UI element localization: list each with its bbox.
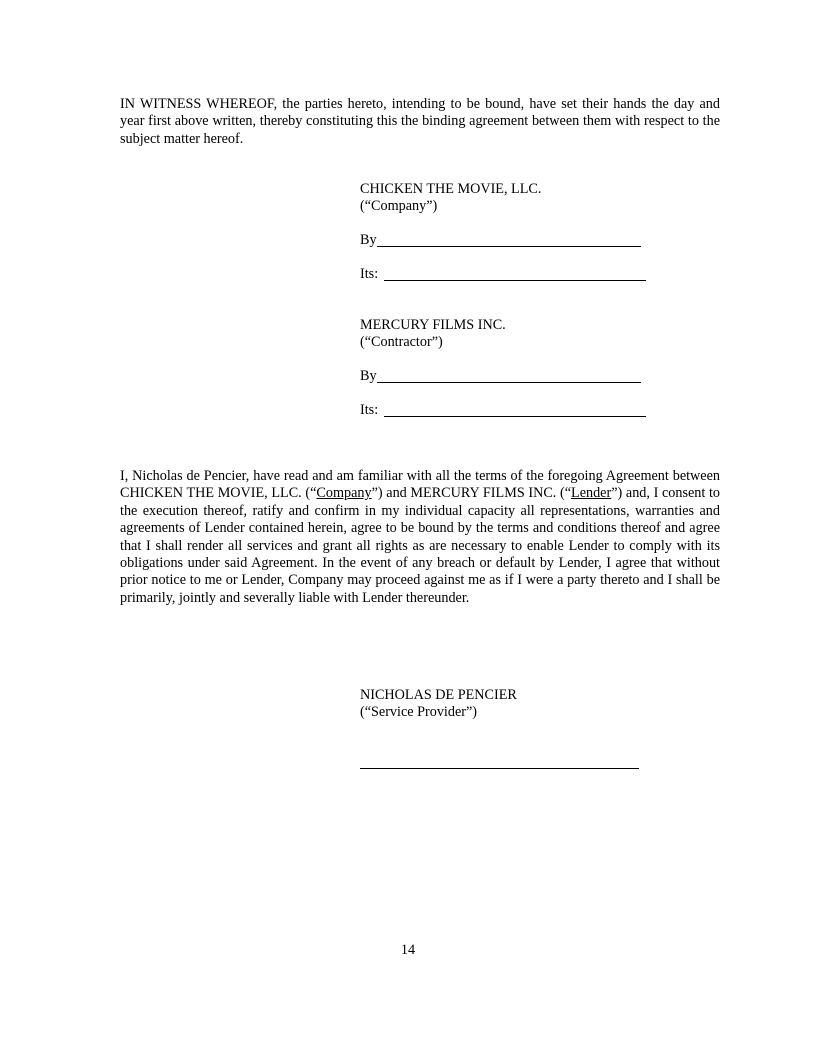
company-by-label: By <box>360 232 377 248</box>
contractor-role: (“Contractor”) <box>360 334 443 350</box>
company-defined-term: Company <box>316 485 372 502</box>
company-by-signature-line <box>377 246 641 247</box>
company-its-signature-line <box>384 280 646 281</box>
service-provider-role: (“Service Provider”) <box>360 704 477 720</box>
page-number: 14 <box>400 942 416 958</box>
company-name: CHICKEN THE MOVIE, LLC. <box>360 181 542 197</box>
consent-text-part2: ”) and MERCURY FILMS INC. (“ <box>371 485 572 502</box>
consent-text-part3: ”) and, I consent to the execution thereof, ratify and confirm in my individual capacity all representations, warranties and agreements of Lender contained herein, agree to be bound by the terms and conditions thereof and agree that I shall render all services and grant all rights as are necessary to enable Lender to comply with its obligations under said Agreement. In the event of any breach or default by Lender, I agree that without prior notice to me or Lender, Company may proceed against me as if I were a party thereto and I shall be primarily, jointly and severally liable with Lender thereunder. <box>120 485 720 606</box>
company-role: (“Company”) <box>360 198 438 214</box>
contractor-name: MERCURY FILMS INC. <box>360 317 506 333</box>
contractor-by-signature-line <box>377 382 641 383</box>
consent-paragraph <box>120 468 720 607</box>
contractor-by-label: By <box>360 368 377 384</box>
contractor-its-label: Its: <box>360 402 382 418</box>
service-provider-name: NICHOLAS DE PENCIER <box>360 687 517 703</box>
service-provider-signature-line <box>360 768 639 769</box>
witness-clause: IN WITNESS WHEREOF, the parties hereto, intending to be bound, have set their hands the day and year first above written, thereby constituting this the binding agreement between them with respect to the subject matter hereof. <box>120 96 720 147</box>
consent-text-part1: I, Nicholas de Pencier, have read and am familiar with all the terms of the foregoing Agreement between CHICKEN THE MOVIE, LLC. (“ <box>120 468 720 502</box>
contractor-its-signature-line <box>384 416 646 417</box>
company-its-label: Its: <box>360 266 382 282</box>
lender-defined-term: Lender <box>571 485 612 502</box>
